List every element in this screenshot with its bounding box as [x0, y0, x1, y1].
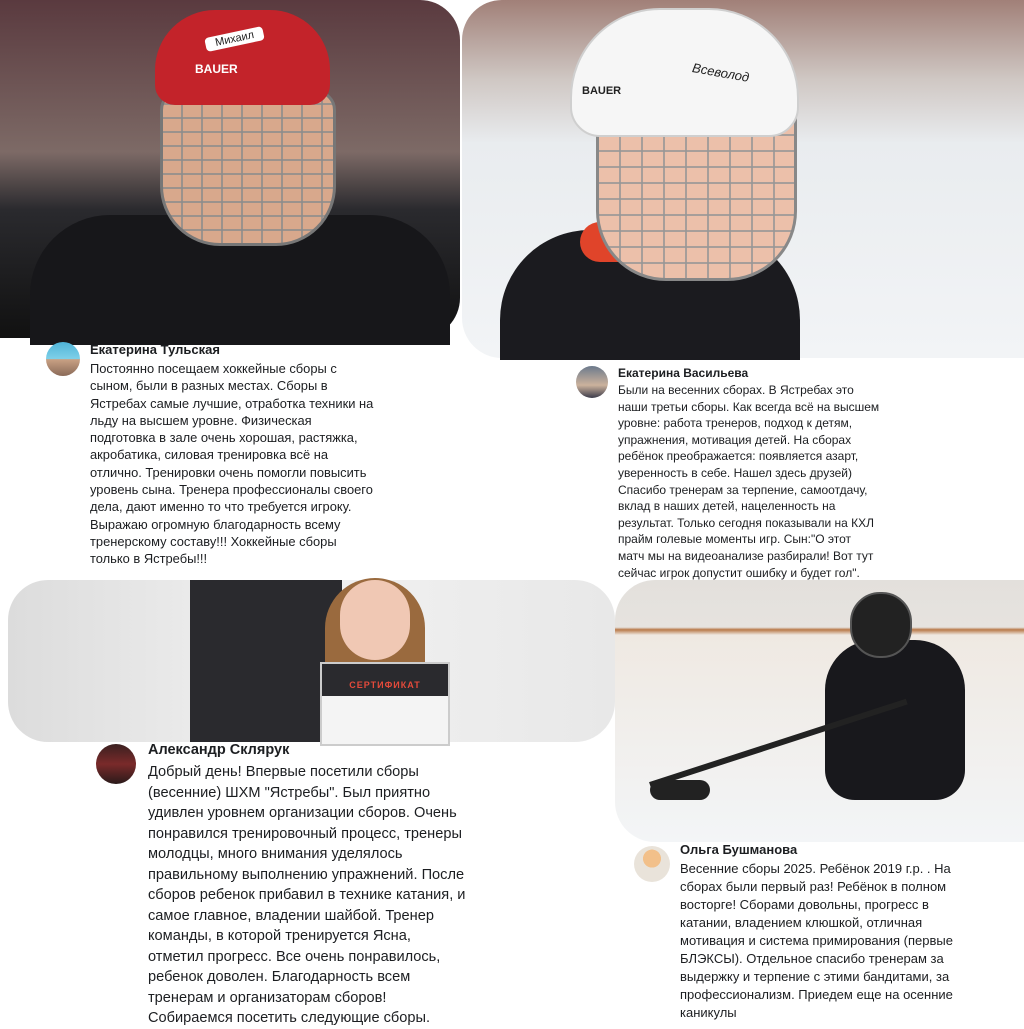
girl-face [340, 580, 410, 660]
review-text: Добрый день! Впервые посетили сборы (весенние) ШХМ "Ястребы". Был приятно удивлен уровнем организации сборов. Очень понравился тренировочный процесс, тренеры молодцы, много внимания уделялось правильному выполнению упражнений. После сборов ребенок прибавил в технике катания, и самое главное, владении шайбой. Тренер команды, в которой тренируется Ясна, отметил прогресс. Все очень понравилось, ребенок доволен. Благодарность всем тренерам и организаторам сборов! Собираемся посетить следующие сборы. [148, 764, 466, 1026]
helmet-brand: BAUER [195, 62, 238, 76]
helmet-brand: BAUER [582, 85, 622, 97]
review-author[interactable]: Александр Склярук [148, 742, 290, 758]
review-author[interactable]: Ольга Бушманова [680, 842, 798, 857]
certificate-title: СЕРТИФИКАТ [349, 680, 421, 690]
review-text: Постоянно посещаем хоккейные сборы с сыном, были в разных местах. Сборы в Ястребах самые лучшие, отработка техники на льду на высшем уровне. Физическая подготовка в зале очень хорошая, растяжка, акробатика, силовая тренировка всё на отлично. Тренировки очень помогли повысить уровень сына. Тренера профессионалы своего дела, дают именно то что требуется игроку. Выражаю огромную благодарность всему тренерскому составу!!! Хоккейные сборы только в Ястребы!!! [90, 361, 374, 567]
certificate [320, 662, 450, 746]
review-text: Были на весенних сборах. В Ястребах это наши третьи сборы. Как всегда всё на высшем уровне: работа тренеров, подход к детям, упражнения, мотивация детей. На сборах ребёнок преображается: появляется азарт, уверенность в себе. Нашел здесь друзей) Спасибо тренерам за терпение, самоотдачу, вклад в наших детей, нацеленность на результат. Только сегодня показывали на КХЛ прайм голевые моменты игр. Сын:"О этот матч мы на видеоанализе разбирали! Вот тут сейчас игрок допустит ошибку и будет гол". [618, 383, 880, 580]
helmet-name-label: Всеволод [691, 60, 751, 85]
helmet-cage [160, 90, 336, 246]
review-text: Весенние сборы 2025. Ребёнок 2019 г.р. . На сборах были первый раз! Ребёнок в полном восторге! Сборами довольны, прогресс в катании, владением клюшкой, отличная мотивация и система примирования (первые БЛЭКСЫ). Отдельное спасибо тренерам за выдержку и терпение с этими бандитами, за профессионализм. Приедем еще на осенние каникулы [680, 861, 953, 1020]
review-author[interactable]: Екатерина Васильева [618, 366, 749, 380]
review-author[interactable]: Екатерина Тульская [90, 342, 220, 357]
helmet-name-label: Михаил [204, 26, 265, 52]
avatar[interactable] [46, 342, 80, 376]
red-helmet [155, 10, 330, 105]
avatar[interactable] [634, 846, 670, 882]
white-helmet [570, 8, 799, 137]
avatar[interactable] [576, 366, 608, 398]
player-helmet [850, 592, 912, 658]
avatar[interactable] [96, 744, 136, 784]
stick-blade [650, 780, 710, 800]
photo-girl-certificate [8, 580, 615, 742]
